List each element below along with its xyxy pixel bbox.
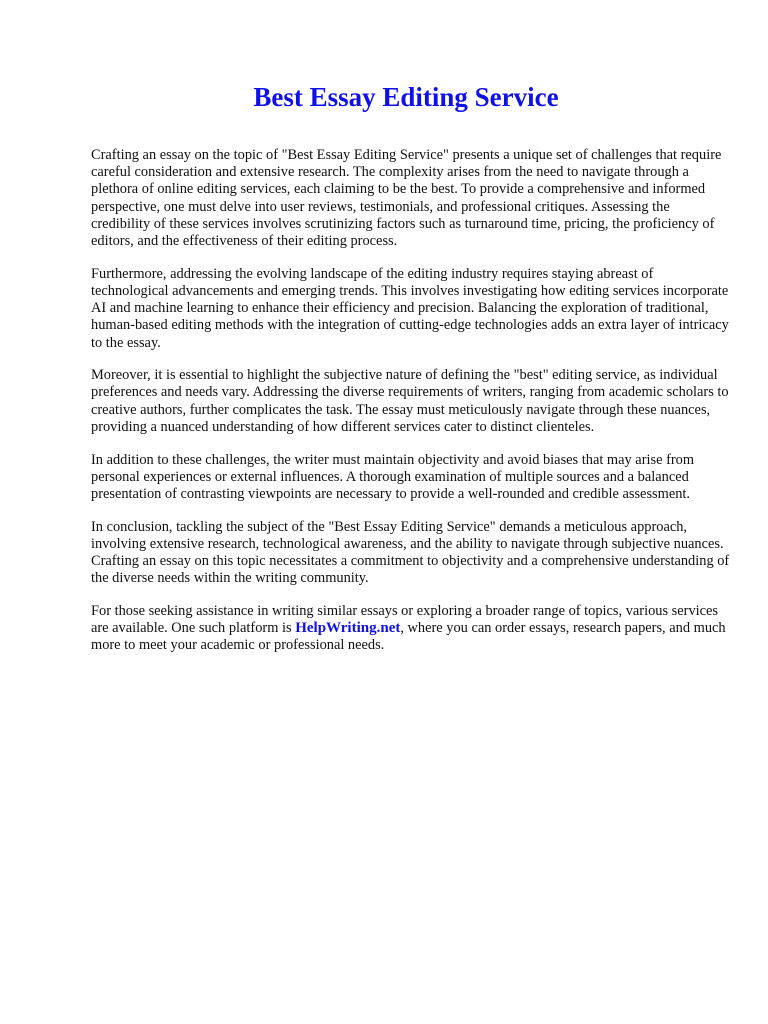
document-title: Best Essay Editing Service: [253, 82, 559, 112]
paragraph-6-text-before-link: For those seeking assistance in writing similar essays or exploring a broader range of topics, various services are available. One such platform is: [91, 602, 719, 637]
paragraph-3: Moreover, it is essential to highlight the subjective nature of defining the "best" editing service, as individual preferences and needs vary. Addressing the diverse requirements of writers, ranging from academic scholars to creative authors, further complicates the task. The essay must meticulously navigate through these nuances, providing a nuanced understanding of how different services cater to distinct clienteles.: [91, 367, 729, 435]
paragraph-5: In conclusion, tackling the subject of the "Best Essay Editing Service" demands a meticulous approach, involving extensive research, technological awareness, and the ability to navigate through subjective nuances. Crafting an essay on this topic necessitates a commitment to objectivity and a comprehensive understanding of the diverse needs within the writing community.: [91, 518, 730, 587]
paragraph-6-text-after-link: , where you can order essays, research papers, and much more to meet your academic or professional needs.: [91, 620, 726, 654]
document-body: [91, 147, 731, 670]
paragraph-6: [91, 603, 731, 655]
paragraph-4: In addition to these challenges, the writer must maintain objectivity and avoid biases that may arise from personal experiences or external influences. A thorough examination of multiple sources and a balanced presentation of contrasting viewpoints are necessary to provide a well-rounded and credible assessment.: [91, 451, 695, 502]
paragraph-1: Crafting an essay on the topic of "Best Essay Editing Service" presents a unique set of challenges that require careful consideration and extensive research. The complexity arises from the need to navigate through a plethora of online editing services, each claiming to be the best. To provide a comprehensive and informed perspective, one must delve into user reviews, testimonials, and professional critiques. Assessing the credibility of these services involves scrutinizing factors such as turnaround time, pricing, the proficiency of editors, and the effectiveness of their editing process.: [91, 147, 722, 250]
helpwriting-link[interactable]: HelpWriting.net: [295, 620, 401, 637]
paragraph-2: Furthermore, addressing the evolving landscape of the editing industry requires staying abreast of technological advancements and emerging trends. This involves investigating how editing services incorporate AI and machine learning to enhance their efficiency and precision. Balancing the exploration of traditional, human-based editing methods with the integration of cutting-edge technologies adds an extra layer of intricacy to the essay.: [91, 265, 729, 351]
